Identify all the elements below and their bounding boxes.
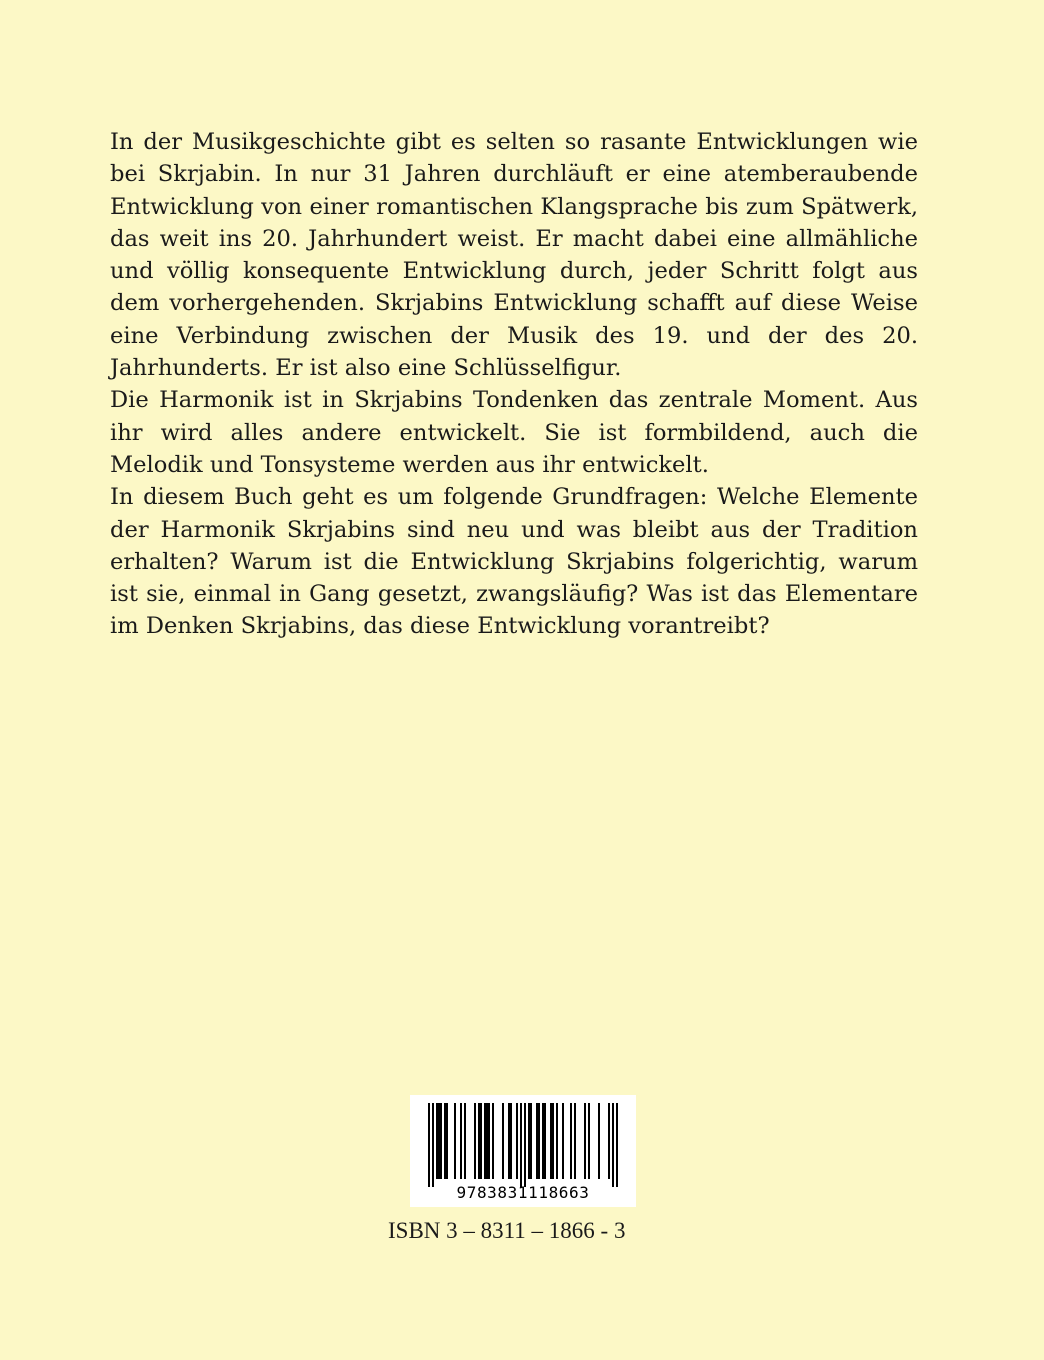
isbn-label: ISBN 3 – 8311 – 1866 - 3 [388,1218,626,1243]
barcode-bar [464,1103,466,1179]
barcode-bar [444,1103,446,1179]
barcode-bar [612,1103,614,1187]
barcode-bar [516,1103,518,1179]
barcode-bar [542,1103,544,1179]
barcode-bar [440,1103,442,1179]
barcode-bar [508,1103,510,1179]
barcode-bar [552,1103,554,1179]
barcode-bar [492,1103,494,1179]
barcode-bar [524,1103,526,1187]
barcode-bar [570,1103,572,1179]
barcode-bar [598,1103,600,1179]
barcode-bar [474,1103,476,1179]
barcode-bar [584,1103,586,1179]
barcode-bar [562,1103,564,1179]
barcode-bar [520,1103,522,1187]
barcode-bar [438,1103,440,1179]
barcode-bar [484,1103,486,1179]
barcode-bar [510,1103,512,1179]
barcode-bar [536,1103,538,1179]
barcode-bar [480,1103,482,1179]
barcode-bar [432,1103,434,1187]
barcode-bar [446,1103,448,1179]
barcode-digits: 9783831118663 [456,1183,590,1202]
barcode-bar [538,1103,540,1179]
barcode-bar [530,1103,532,1179]
barcode-bar [488,1103,490,1179]
barcode [410,1095,636,1207]
barcode-bar [502,1103,504,1179]
blurb-paragraph-3: In diesem Buch geht es um folgende Grundfragen: Welche Elemente der Harmonik Skrjabins sind neu und was bleibt aus der Tradition erhalten? Warum ist die Entwicklung Skrjabins folgerichtig, warum ist sie, einmal in Gang gesetzt, zwangsläufig? Was ist das Elementare im Denken Skrjabins, das diese Entwicklung vorantreibt? [110,484,918,640]
barcode-bar [588,1103,590,1179]
barcode-bar [544,1103,546,1179]
barcode-bar [460,1103,462,1179]
blurb-paragraph-1: In der Musikgeschichte gibt es selten so rasante Entwicklungen wie bei Skrjabin. In nur 31 Jahren durchläuft er eine atemberaubende Entwicklung von einer romantischen Klangsprache bis zum Spätwerk, das weit ins 20. Jahrhundert weist. Er macht dabei eine allmähliche und völlig konsequente Entwicklung durch, jeder Schritt folgt aus dem vorhergehenden. Skrjabins Entwicklung schafft auf diese Weise eine Verbindung zwischen der Musik des 19. und der des 20. Jahrhunderts. Er ist also eine Schlüsselfigur. [110,129,918,382]
barcode-bar [486,1103,488,1179]
barcode-bar [556,1103,558,1179]
barcode-bar [428,1103,430,1187]
barcode-bar [616,1103,618,1187]
barcode-bar [436,1103,438,1179]
barcode-bar [574,1103,576,1179]
barcode-bar [550,1103,552,1179]
barcode-bar [528,1103,530,1179]
barcode-bar [478,1103,480,1179]
blurb-text [110,126,918,643]
blurb-paragraph-2: Die Harmonik ist in Skrjabins Tondenken das zentrale Moment. Aus ihr wird alles andere entwickelt. Sie ist formbildend, auch die Melodik und Tonsysteme werden aus ihr entwickelt. [110,387,918,478]
barcode-bar [454,1103,456,1179]
barcode-bar [608,1103,610,1179]
